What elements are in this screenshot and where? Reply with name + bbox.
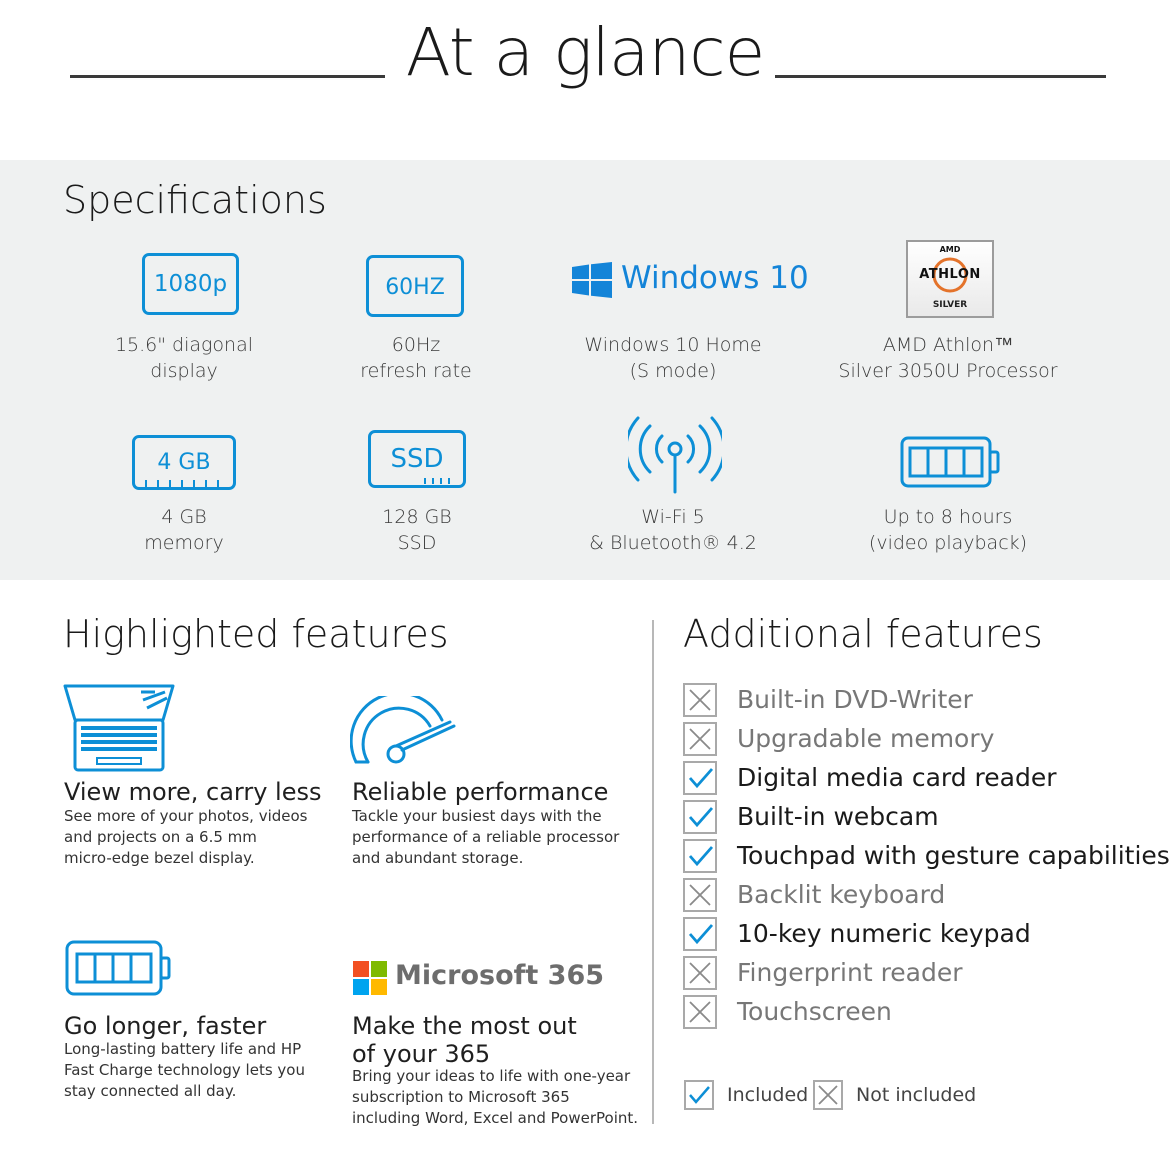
cross-icon (683, 722, 717, 756)
spec-memory (54, 504, 314, 556)
feature-body-performance-line-3: and abundant storage. (352, 849, 524, 867)
additional-feature-label: Fingerprint reader (737, 958, 963, 987)
spec-refresh (286, 332, 546, 384)
cross-icon (813, 1080, 843, 1110)
feature-heading-battery-line: Go longer, faster (64, 1012, 267, 1040)
feature-body-365-line-3: including Word, Excel and PowerPoint. (352, 1109, 639, 1127)
spec-storage-line-2: SSD (397, 532, 437, 554)
feature-heading-365-line-1: Make the most out (352, 1012, 577, 1040)
amd-badge-athlon: ATHLON (919, 267, 981, 282)
spec-storage-line-1: 128 GB (382, 506, 452, 528)
specifications-title: Specifications (63, 178, 327, 222)
page-title: At a glance (405, 14, 765, 91)
feature-body-view-more-line-2: and projects on a 6.5 mm (64, 828, 257, 846)
feature-heading-performance (352, 778, 608, 806)
amd-badge-silver: SILVER (932, 300, 968, 310)
ssd-pins-icon (422, 478, 458, 485)
memory-icon-text: 4 GB (157, 450, 211, 475)
additional-feature-label: Digital media card reader (737, 763, 1057, 792)
spec-wireless-line-1: Wi-Fi 5 (641, 506, 705, 528)
spec-battery-line-2: (video playback) (868, 532, 1028, 554)
spec-display-line-2: display (150, 360, 218, 382)
feature-body-view-more-line-1: See more of your photos, videos (64, 807, 308, 825)
spec-battery-line-1: Up to 8 hours (883, 506, 1013, 528)
memory-pins-icon (142, 480, 226, 488)
spec-processor-line-1: AMD Athlon™ (882, 334, 1014, 356)
feature-body-battery (64, 1039, 305, 1102)
feature-body-365 (352, 1066, 638, 1129)
feature-heading-view-more-line: View more, carry less (64, 778, 322, 806)
spec-os-line-1: Windows 10 Home (584, 334, 762, 356)
additional-features-title: Additional features (683, 612, 1043, 656)
windows-logo-icon (572, 262, 612, 298)
check-icon (683, 917, 717, 951)
highlighted-features-title: Highlighted features (63, 612, 449, 656)
wifi-antenna-icon (628, 414, 722, 494)
cross-icon (683, 683, 717, 717)
laptop-icon (63, 684, 177, 774)
spec-display (54, 332, 314, 384)
feature-body-performance-line-2: performance of a reliable processor (352, 828, 620, 846)
cross-icon (683, 995, 717, 1029)
spec-os (543, 332, 803, 384)
feature-heading-battery (64, 1012, 266, 1040)
additional-feature-label: Touchpad with gesture capabilities (737, 841, 1170, 870)
spec-wireless-line-2: & Bluetooth® 4.2 (589, 532, 757, 554)
title-rule-right (775, 75, 1106, 78)
feature-body-view-more (64, 806, 308, 869)
feature-body-performance (352, 806, 619, 869)
spec-battery (818, 504, 1078, 556)
refresh-rate-icon (366, 255, 464, 317)
spec-os-line-2: (S mode) (629, 360, 717, 382)
spec-refresh-line-2: refresh rate (360, 360, 472, 382)
cross-icon (683, 956, 717, 990)
spec-display-line-1: 15.6" diagonal (114, 334, 254, 356)
feature-body-performance-line-1: Tackle your busiest days with the (352, 807, 602, 825)
battery-icon (900, 436, 1002, 488)
feature-heading-performance-line: Reliable performance (352, 778, 609, 806)
legend-included-label: Included (727, 1084, 809, 1106)
spec-storage (287, 504, 547, 556)
cross-icon (683, 878, 717, 912)
windows-logo-text: Windows 10 (621, 260, 809, 296)
additional-feature-label: 10-key numeric keypad (737, 919, 1031, 948)
spec-memory-line-2: memory (144, 532, 224, 554)
feature-body-battery-line-2: Fast Charge technology lets you (64, 1061, 305, 1079)
additional-feature-label: Built-in webcam (737, 802, 939, 831)
speedometer-icon (350, 696, 460, 768)
feature-heading-view-more (64, 778, 322, 806)
microsoft-365-logo-text: Microsoft 365 (395, 960, 605, 991)
refresh-rate-icon-text: 60HZ (385, 275, 445, 300)
spec-refresh-line-1: 60Hz (391, 334, 441, 356)
feature-body-view-more-line-3: micro-edge bezel display. (64, 849, 255, 867)
additional-feature-label: Upgradable memory (737, 724, 995, 753)
display-resolution-icon-text: 1080p (153, 271, 228, 297)
spec-memory-line-1: 4 GB (161, 506, 207, 528)
feature-heading-365 (352, 1012, 577, 1068)
additional-feature-label: Backlit keyboard (737, 880, 946, 909)
check-icon (684, 1080, 714, 1110)
amd-athlon-badge-icon (906, 240, 994, 318)
microsoft-logo-icon (353, 961, 387, 995)
amd-badge-brand: AMD (939, 245, 961, 254)
feature-heading-365-line-2: of your 365 (352, 1040, 491, 1068)
spec-processor-line-2: Silver 3050U Processor (838, 360, 1058, 382)
ssd-icon-text: SSD (390, 444, 444, 474)
spec-processor (818, 332, 1078, 384)
spec-wireless (543, 504, 803, 556)
additional-feature-label: Touchscreen (737, 997, 892, 1026)
feature-body-battery-line-1: Long-lasting battery life and HP (64, 1040, 302, 1058)
check-icon (683, 761, 717, 795)
feature-body-365-line-1: Bring your ideas to life with one-year (352, 1067, 631, 1085)
display-resolution-icon (142, 253, 239, 315)
legend-not-included-label: Not included (856, 1084, 977, 1106)
additional-feature-label: Built-in DVD-Writer (737, 685, 973, 714)
battery-feature-icon (65, 940, 173, 996)
check-icon (683, 800, 717, 834)
column-divider (652, 620, 654, 1124)
feature-body-battery-line-3: stay connected all day. (64, 1082, 237, 1100)
check-icon (683, 839, 717, 873)
feature-body-365-line-2: subscription to Microsoft 365 (352, 1088, 570, 1106)
